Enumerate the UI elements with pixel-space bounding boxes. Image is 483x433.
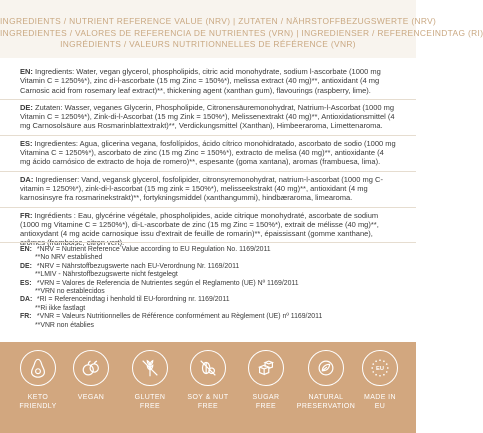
header-line: INGRÉDIENTS / VALEURS NUTRITIONNELLES DE RÉFÉRENCE (VNR) — [60, 39, 356, 50]
nrv-text: *RI = Referenceindtag i henhold til EU-forordning nr. 1169/2011 — [36, 296, 230, 304]
lang-code: DE: — [20, 102, 33, 112]
nrv-footnotes — [0, 242, 416, 330]
nrv-text: *NRV = Nährstoffbezugswerte nach EU-Verordnung Nr. 1169/2011 — [36, 262, 240, 270]
header-banner — [0, 0, 483, 58]
nrv-note: **No NRV established — [35, 254, 103, 262]
feature-label: NATURAL — [308, 394, 344, 401]
lang-code: EN: — [20, 67, 33, 76]
ingredients-en — [0, 64, 416, 99]
features-bar — [0, 342, 416, 433]
lang-code: DA: — [20, 174, 34, 184]
ingredients-text: Ingredienser: Vand, vegansk glycerol, fosfolipider, citronsyremonohydrat, natrium-l-ascorbat (1000 mg C-vitamin = 1250%*), zink-di-l-ascorbat (15 mg zink = 150%*), melisseekstrakt (40 mg)**, antioxidant (4 mg karnosinsyre fra rosmarinekstrakt)**, fortykningsmiddel (xanthangummi), hindbæraroma, limearoma. — [20, 174, 383, 203]
nrv-note: **VNR non établies — [35, 321, 94, 329]
ingredients-es — [0, 135, 416, 171]
nrv-text: *NRV = Nutrient Reference Value according to EU Regulation No. 1169/2011 — [36, 246, 271, 253]
lang-code: FR: — [20, 313, 32, 321]
eu-flag-icon — [362, 350, 398, 386]
ingredients-text: Zutaten: Wasser, veganes Glycerin, Phospholipide, Citronensäuremonohydrat, Natrium-l-Ascorbat (1000 mg Vitamin C = 1250%*), Zink-di-l-Ascorbat (15 mg Zink = 150%*), Melissenextrakt (40 mg)**, Antioxidationsmittel (4 mg Carnosolsäure aus Rosmarinblattextrakt)**, Verdickungsmittel (Xanthan), Himbeeraroma, Limettenaroma. — [20, 102, 395, 131]
feature-label: VEGAN — [77, 394, 105, 401]
feature-label: SUGAR — [252, 394, 280, 401]
header-line: INGREDIENTES / VALORES DE REFERENCIA DE NUTRIENTES (VRN) | INGREDIENSER / REFERENCEINDTAG (RI) — [0, 27, 483, 38]
feature-soy-nut — [178, 350, 238, 411]
nrv-note: **LMIV - Nährstoffbezugswerte nicht festgelegt — [35, 271, 178, 279]
nrv-fr — [20, 313, 396, 321]
nrv-text: *VRN = Valores de Referencia de Nutrientes según el Reglamento (UE) Nº 1169/2011 — [36, 279, 299, 287]
feature-preservation — [296, 350, 356, 411]
nrv-en — [20, 246, 396, 254]
lang-code: EN: — [20, 246, 32, 253]
feature-gluten — [120, 350, 180, 411]
feature-label: FREE — [197, 402, 219, 410]
header-line: INGREDIENTS / NUTRIENT REFERENCE VALUE (NRV) | ZUTATEN / NÄHRSTOFFBEZUGSWERTE (NRV) — [0, 16, 437, 26]
nrv-text: *VNR = Valeurs Nutritionnelles de Référence conformément au Règlement (UE) nº 1169/2011 — [36, 313, 323, 321]
nrv-note: **Ri ikke fastlagt — [35, 304, 86, 312]
feature-label: GLUTEN — [134, 394, 166, 401]
nrv-de — [20, 263, 396, 271]
lang-code: DA: — [20, 296, 33, 304]
feature-label: SOY & NUT — [187, 394, 229, 401]
sugar-cubes-icon — [248, 350, 284, 386]
vegetables-icon — [73, 350, 109, 386]
feature-label: FREE — [255, 402, 277, 410]
lang-code: DE: — [20, 262, 32, 270]
ingredients-section — [0, 64, 416, 252]
ingredients-text: Ingrédients : Eau, glycérine végétale, phospholipides, acide citrique monohydraté, ascorbate de sodium (1000 mg Vitamine C = 1250%*), di-L-ascorbate de zinc (15 mg Zinc = 150%*), extrait de mélisse (40 mg)**, antioxydant (4 mg acide carnosique issu d'extrait de feuille de romarin)**, épaississant (gomme xanthane), arômes (framboise, citron vert). — [20, 210, 379, 248]
lang-code: ES: — [20, 279, 32, 287]
ingredients-text: Ingredientes: Agua, glicerina vegana, fosfolípidos, ácido cítrico monohidratado, ascorbato de sodio (1000 mg Vitamina C = 1250%*), ascorbato de zinc (15 mg Zinc = 150%*), extracto de melisa (40 mg)**, antioxidante (4 mg ácido carnósico de extracto de hoja de romero)**, espesante (goma xantana), aromas (frambuesa, lima). — [20, 138, 396, 167]
wheat-crossed-icon — [132, 350, 168, 386]
feature-label: PRESERVATION — [296, 402, 356, 410]
feature-keto — [8, 350, 68, 411]
nrv-da — [20, 296, 396, 304]
soy-nut-crossed-icon — [190, 350, 226, 386]
natural-preservation-icon — [308, 350, 344, 386]
feature-label: EU — [374, 402, 386, 410]
ingredients-text: Ingredients: Water, vegan glycerol, phospholipids, citric acid monohydrate, sodium l-ascorbate (1000 mg Vitamin C = 1250%*), zinc di-l-ascorbate (15 mg Zinc = 150%*), melissa extract (40 mg)**, antioxidant (4 mg Carnosic acid from rosemary leaf extract)**, thickening agent (xanthan gum), flavourings (raspberry, lime). — [20, 67, 381, 95]
lang-code: FR: — [20, 210, 33, 220]
feature-label: MADE IN — [364, 394, 396, 401]
feature-label: FRIENDLY — [19, 402, 57, 410]
nrv-note: **VRN no establecidos — [35, 288, 105, 296]
ingredients-de — [0, 99, 416, 135]
nrv-es — [20, 280, 396, 288]
feature-vegan — [61, 350, 121, 403]
avocado-icon — [20, 350, 56, 386]
feature-sugar — [236, 350, 296, 411]
ingredients-da — [0, 171, 416, 207]
feature-label: KETO — [27, 394, 49, 401]
eu-badge-text: EU — [376, 366, 384, 373]
feature-label: FREE — [139, 402, 161, 410]
feature-eu — [350, 350, 410, 411]
lang-code: ES: — [20, 138, 33, 148]
